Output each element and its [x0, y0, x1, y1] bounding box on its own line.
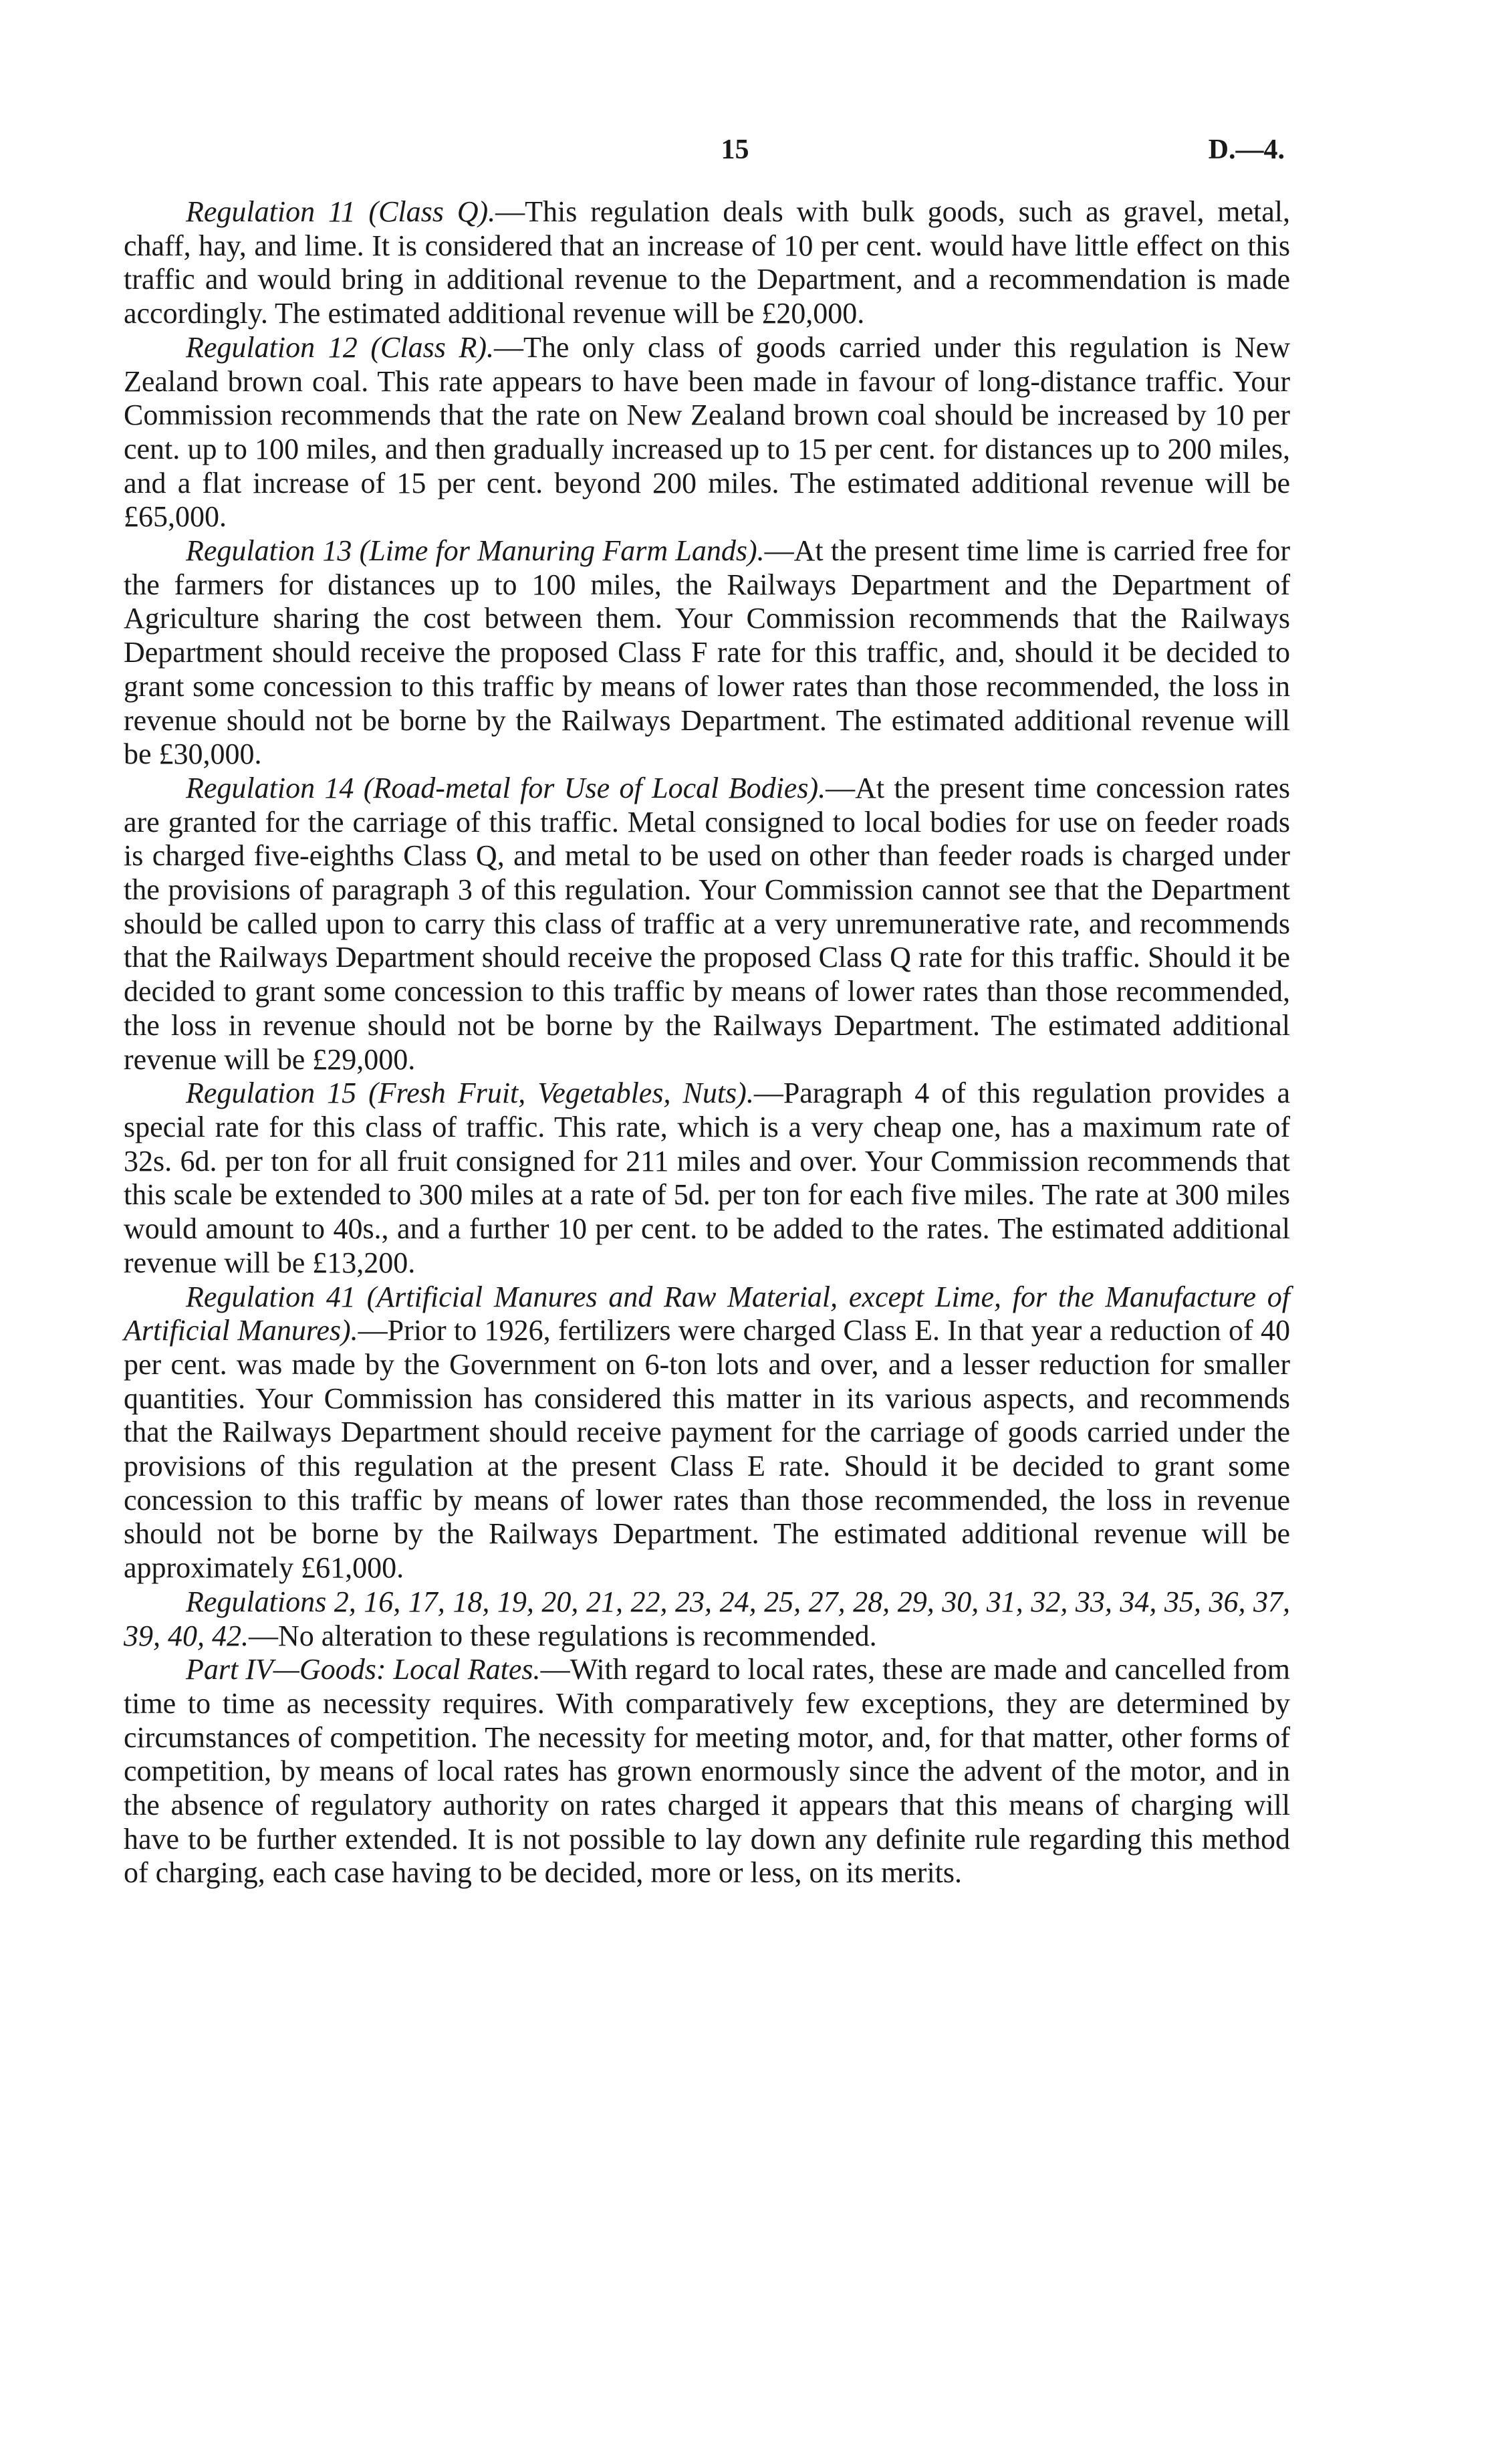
paragraph-text: —This regulation deals with bulk goods, such as gravel, metal, chaff, hay, and lime. It is considered that an increase of 10 per cent. would have little effect on this traffic and would bring in additional revenue to the Department, and a recommendation is made accordingly. The estimated additional revenue will be £20,000.: [124, 195, 1291, 330]
paragraph-heading: Regulation 13 (Lime for Manuring Farm Lands).: [186, 534, 765, 568]
document-reference: D.—4.: [1208, 134, 1285, 165]
paragraph-text: —No alteration to these regulations is recommended.: [249, 1619, 877, 1652]
paragraph-regulations-unaltered: [124, 1585, 1290, 1653]
paragraph-regulation-13: [124, 534, 1290, 772]
paragraph-heading: Part IV—Goods: Local Rates.: [186, 1653, 541, 1686]
paragraph-regulation-11: [124, 195, 1290, 331]
paragraph-heading: Regulation 14 (Road-metal for Use of Local Bodies).: [186, 771, 826, 804]
paragraph-heading: Regulation 12 (Class R).: [186, 330, 494, 364]
paragraph-text: —At the present time concession rates are granted for the carriage of this traffic. Metal consigned to local bodies for use on feeder roads is charged five-eighths Class Q, and metal to be used on other than feeder roads is charged under the provisions of paragraph 3 of this regulation. Your Commission cannot see that the Department should be called upon to carry this class of traffic at a very unremunerative rate, and recommends that the Railways Department should receive the proposed Class Q rate for this traffic. Should it be decided to grant some concession to this traffic by means of lower rates than those recommended, the loss in revenue should not be borne by the Railways Department. The estimated additional revenue will be £29,000.: [124, 771, 1290, 1076]
paragraph-text: —At the present time lime is carried free for the farmers for distances up to 100 miles, the Railways Department and the Department of Agriculture sharing the cost between them. Your Commission recommends that the Railways Department should receive the proposed Class F rate for this traffic, and, should it be decided to grant some concession to this traffic by means of lower rates than those recommended, the loss in revenue should not be borne by the Railways Department. The estimated additional revenue will be £30,000.: [124, 534, 1290, 771]
paragraph-text: —Paragraph 4 of this regulation provides a special rate for this class of traffic. This rate, which is a very cheap one, has a maximum rate of 32s. 6d. per ton for all fruit consigned for 211 miles and over. Your Commission recommends that this scale be extended to 300 miles at a rate of 5d. per ton for each five miles. The rate at 300 miles would amount to 40s., and a further 10 per cent. to be added to the rates. The estimated additional revenue will be £13,200.: [124, 1077, 1290, 1279]
paragraph-regulation-15: [124, 1077, 1290, 1280]
paragraph-heading: Regulation 11 (Class Q).: [186, 195, 496, 228]
paragraph-regulation-41: [124, 1280, 1290, 1585]
paragraph-text: —Prior to 1926, fertilizers were charged Class E. In that year a reduction of 40 per cent. was made by the Government on 6-ton lots and over, and a lesser reduction for smaller quantities. Your Commission has considered this matter in its various aspects, and recommends that the Railways Department should receive payment for the carriage of goods carried under the provisions of this regulation at the present Class E rate. Should it be decided to grant some concession to this traffic by means of lower rates than those recommended, the loss in revenue should not be borne by the Railways Department. The estimated additional revenue will be approximately £61,000.: [124, 1314, 1290, 1585]
paragraph-heading: Regulations 2, 16, 17, 18, 19, 20, 21, 22, 23, 24, 25, 27, 28, 29, 30, 31, 32, 33, 34, 35, 36, 37, 39, 40, 42.: [124, 1585, 1290, 1652]
paragraph-regulation-12: [124, 331, 1290, 534]
paragraph-part-iv-local-rates: [124, 1653, 1290, 1890]
document-body: [124, 195, 1290, 1890]
paragraph-heading: Regulation 15 (Fresh Fruit, Vegetables, Nuts).: [186, 1077, 754, 1110]
paragraph-regulation-14: [124, 772, 1290, 1077]
page-header: [185, 134, 1285, 174]
paragraph-heading: Regulation 41 (Artificial Manures and Raw Material, except Lime, for the Manufacture of Artificial Manures).: [124, 1280, 1290, 1347]
paragraph-text: —With regard to local rates, these are made and cancelled from time to time as necessity requires. With comparatively few exceptions, they are determined by circumstances of competition. The necessity for meeting motor, and, for that matter, other forms of competition, by means of local rates has grown enormously since the advent of the motor, and in the absence of regulatory authority on rates charged it appears that this means of charging will have to be further extended. It is not possible to lay down any definite rule regarding this method of charging, each case having to be decided, more or less, on its merits.: [124, 1653, 1290, 1890]
page-number: 15: [721, 134, 749, 165]
paragraph-text: —The only class of goods carried under this regulation is New Zealand brown coal. This rate appears to have been made in favour of long-distance traffic. Your Commission recommends that the rate on New Zealand brown coal should be increased by 10 per cent. up to 100 miles, and then gradually increased up to 15 per cent. for distances up to 200 miles, and a flat increase of 15 per cent. beyond 200 miles. The estimated additional revenue will be £65,000.: [124, 330, 1290, 534]
